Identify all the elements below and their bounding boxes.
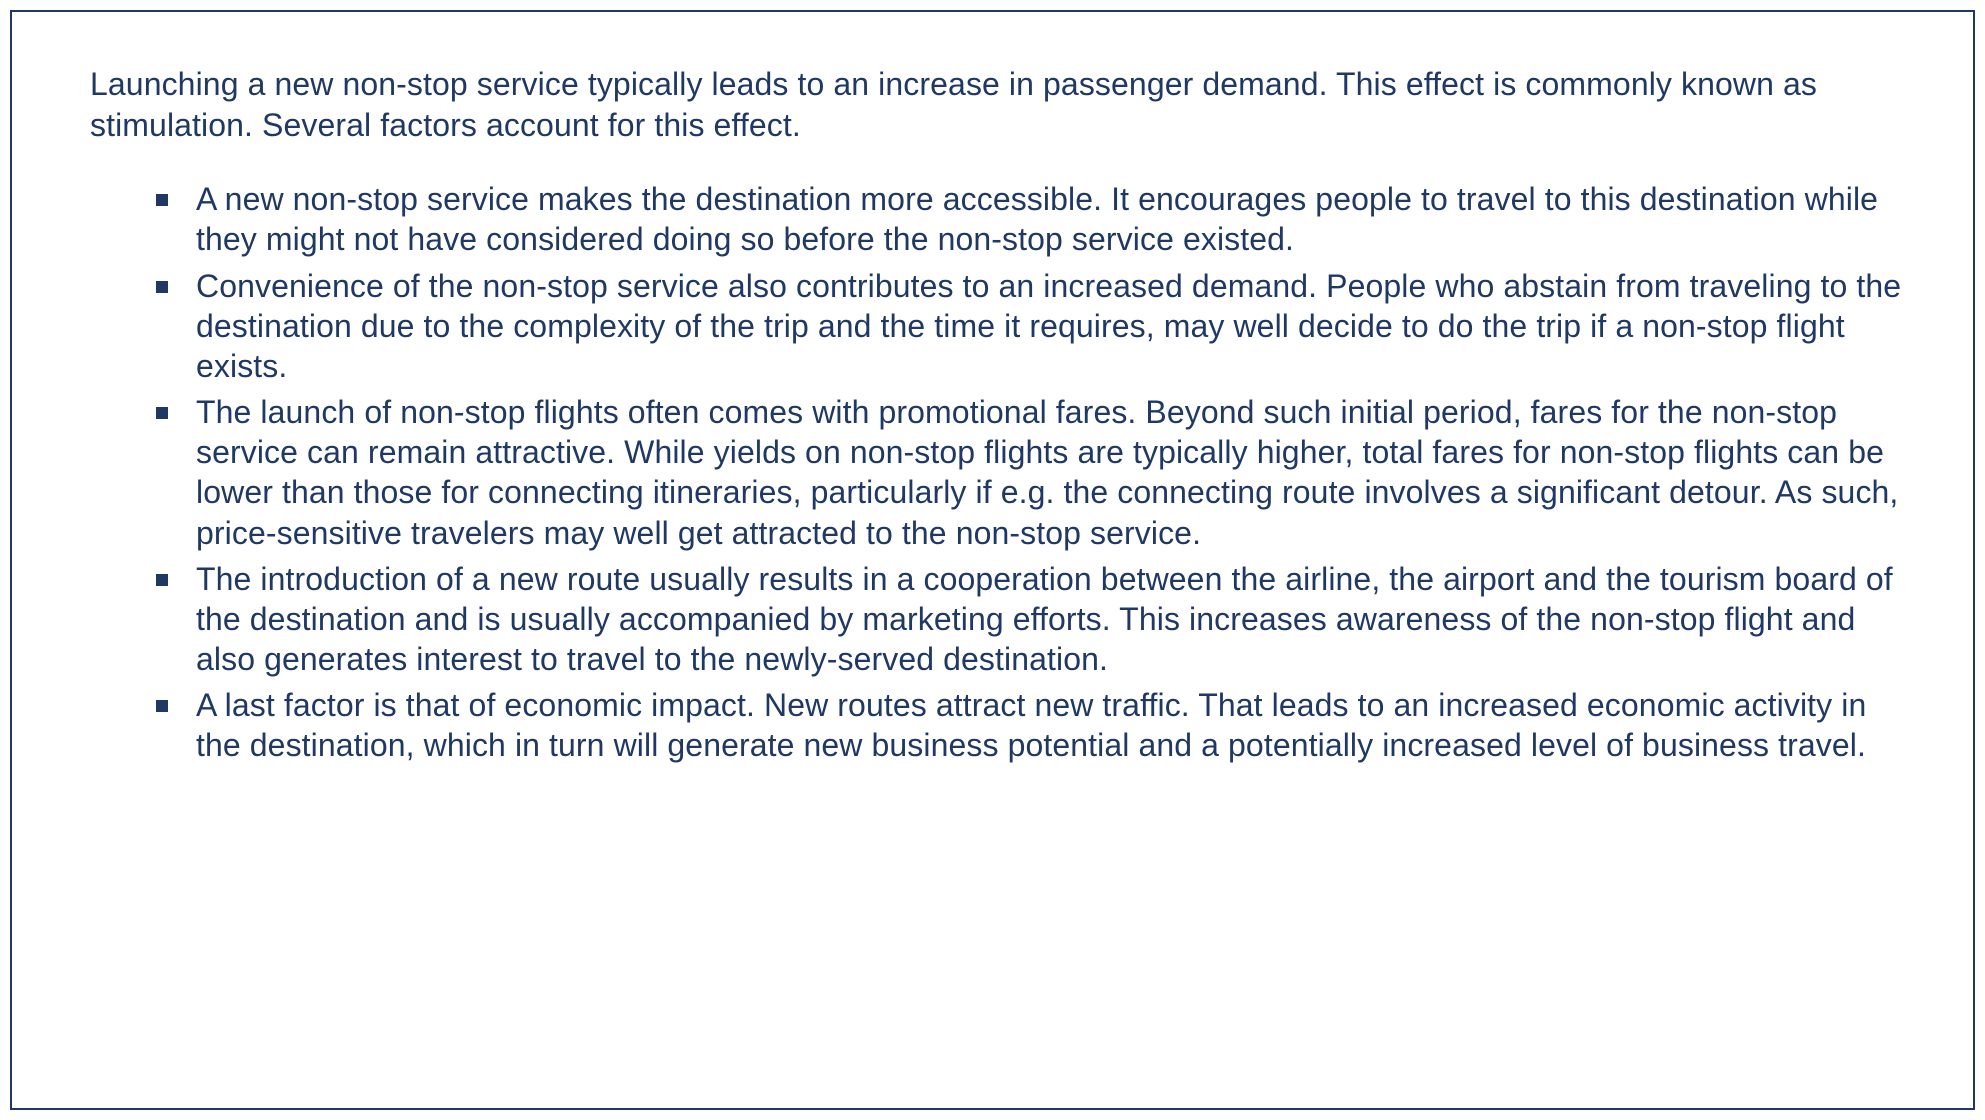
list-item-text: Convenience of the non-stop service also contributes to an increased demand. People who abstain from traveling to the destination due to the complexity of the trip and the time it requires, may well decide to do the trip if a non-stop flight exists. bbox=[196, 267, 1902, 384]
square-bullet-icon bbox=[156, 407, 168, 419]
bullet-list bbox=[90, 179, 1913, 765]
square-bullet-icon bbox=[156, 700, 168, 712]
list-item-text: A last factor is that of economic impact. New routes attract new traffic. That leads to an increased economic activity in the destination, which in turn will generate new business potential and a potentially increased level of business travel. bbox=[196, 687, 1867, 764]
list-item bbox=[150, 392, 1913, 553]
square-bullet-icon bbox=[156, 281, 168, 293]
list-item bbox=[150, 266, 1913, 386]
intro-paragraph: Launching a new non-stop service typically leads to an increase in passenger demand. This effect is commonly known as stimulation. Several factors account for this effect. bbox=[90, 66, 1818, 143]
list-item-text: The launch of non-stop flights often comes with promotional fares. Beyond such initial period, fares for the non-stop service can remain attractive. While yields on non-stop flights are typically higher, total fares for non-stop flights can be lower than those for connecting itineraries, particularly if e.g. the connecting route involves a significant detour. As such, price-sensitive travelers may well get attracted to the non-stop service. bbox=[196, 394, 1899, 551]
list-item bbox=[150, 179, 1913, 259]
square-bullet-icon bbox=[156, 574, 168, 586]
square-bullet-icon bbox=[156, 194, 168, 206]
list-item-text: The introduction of a new route usually results in a cooperation between the airline, the airport and the tourism board of the destination and is usually accompanied by marketing efforts. This increases awareness of the non-stop flight and also generates interest to travel to the newly-served destination. bbox=[196, 560, 1893, 677]
list-item-text: A new non-stop service makes the destination more accessible. It encourages people to travel to this destination while they might not have considered doing so before the non-stop service existed. bbox=[196, 181, 1879, 258]
list-item bbox=[150, 685, 1913, 765]
list-item bbox=[150, 559, 1913, 679]
slide-content-frame bbox=[10, 10, 1975, 1110]
